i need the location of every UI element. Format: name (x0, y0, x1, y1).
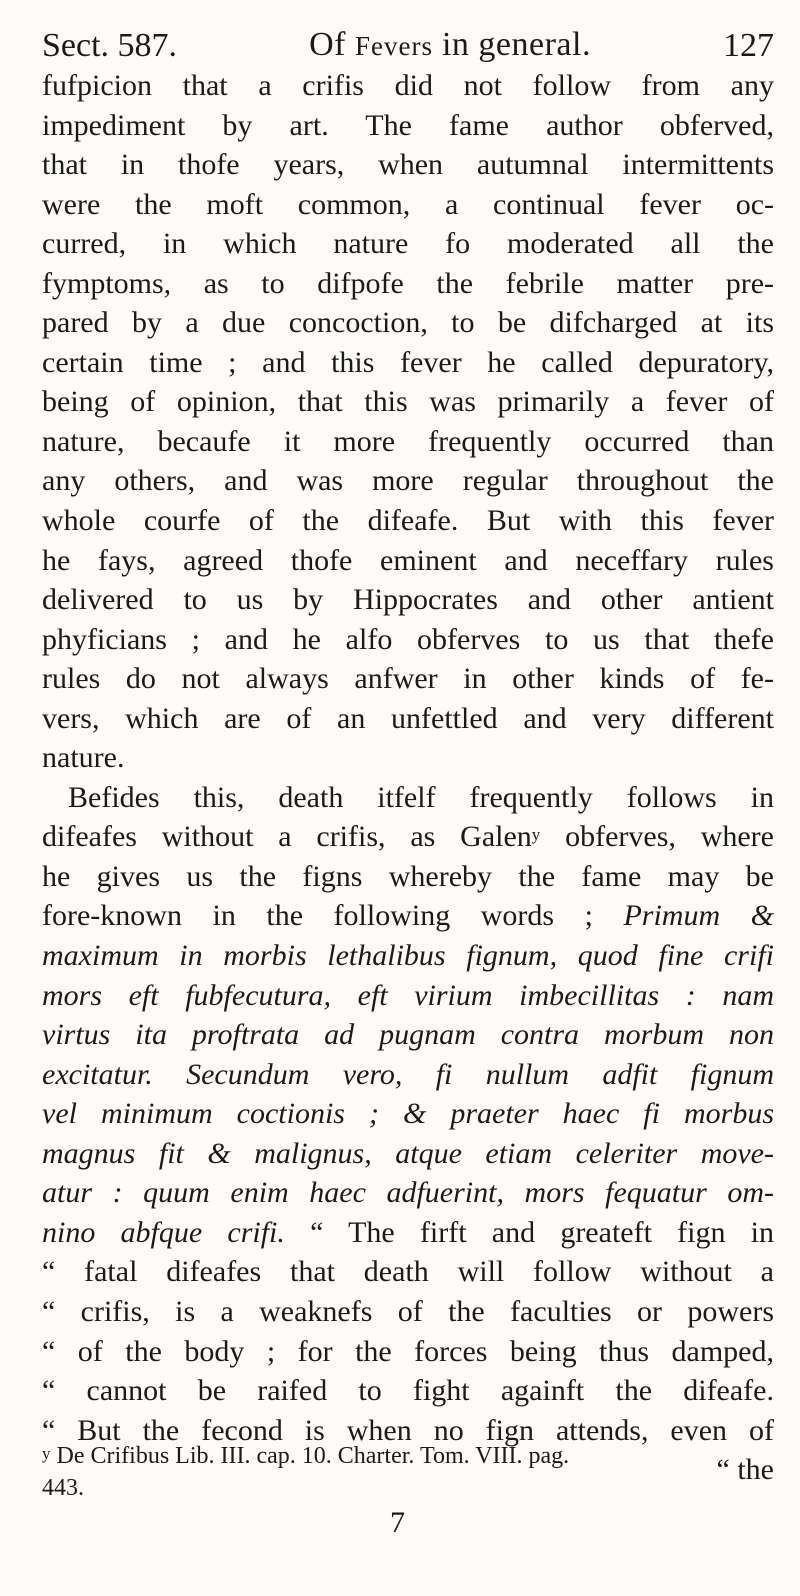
text-line: magnus fit & malignus, atque etiam celeriter move- (42, 1136, 774, 1170)
text-line: delivered to us by Hippocrates and other antient (42, 583, 774, 617)
footnote-reference: y (531, 825, 541, 845)
catchword: “ the (716, 1453, 774, 1487)
text-line: certain time ; and this fever he called depuratory, (42, 345, 774, 379)
text-line: curred, in which nature fo moderated all the (42, 227, 774, 261)
text-line: any others, and was more regular throughout the (42, 464, 774, 498)
footnote (42, 1440, 774, 1504)
signature-mark: 7 (390, 1506, 405, 1539)
text-line: “ fatal difeafes that death will follow without a (42, 1255, 774, 1289)
text-line: he fays, agreed thofe eminent and neceffary rules (42, 543, 774, 577)
text-line: nature, becaufe it more frequently occurred than (42, 424, 774, 458)
text-line: were the moft common, a continual fever oc- (42, 187, 774, 221)
footnote-marker: y (42, 1444, 51, 1463)
text-line: excitatur. Secundum vero, fi nullum adfit fignum (42, 1057, 774, 1091)
text-line: vel minimum coctionis ; & praeter haec fi morbus (42, 1097, 774, 1131)
running-head (42, 0, 774, 66)
text-line: difeafes without a crifis, as Galen$^y$ obferves, where (42, 820, 774, 854)
text-line: nino abfque crifi. “ The firft and greateft fign in (42, 1215, 774, 1249)
footnote-line-2: 443. (42, 1475, 84, 1501)
text-line: Befides this, death itfelf frequently follows in (68, 780, 774, 814)
text-line: virtus ita proftrata ad pugnam contra morbum non (42, 1018, 774, 1052)
text-line: fymptoms, as to difpofe the febrile matter pre- (42, 266, 774, 300)
text-line: atur : quum enim haec adfuerint, mors fequatur om- (42, 1176, 774, 1210)
page-number: 127 (722, 27, 774, 64)
text-line: nature. (42, 741, 125, 775)
text-line: being of opinion, that this was primarily a fever of (42, 385, 774, 419)
section-number: Sect. 587. (42, 27, 178, 64)
text-line: that in thofe years, when autumnal intermittents (42, 148, 774, 182)
running-title: Of Fevers in general. (309, 26, 591, 63)
text-line: impediment by art. The fame author obferved, (42, 108, 774, 142)
text-line: pared by a due concoction, to be difcharged at its (42, 306, 774, 340)
text-line: “ of the body ; for the forces being thus damped, (42, 1334, 774, 1368)
text-line: vers, which are of an unfettled and very different (42, 701, 774, 735)
text-line: phyficians ; and he alfo obferves to us that thefe (42, 622, 774, 656)
text-line: “ cannot be raifed to fight againft the difeafe. (42, 1374, 774, 1408)
text-line: whole courfe of the difeafe. But with this fever (42, 504, 774, 538)
footnote-line-1: $^y$ De Crifibus Lib. III. cap. 10. Charter. Tom. VIII. pag. (42, 1443, 570, 1469)
text-line: rules do not always anfwer in other kinds of fe- (42, 662, 774, 696)
text-line: “ But the fecond is when no fign attends, even of (42, 1413, 774, 1447)
text-line: fore-known in the following words ; Primum & (42, 899, 775, 933)
text-line: maximum in morbis lethalibus fignum, quod fine crifi (42, 939, 774, 973)
body-text (42, 66, 774, 1490)
text-line: fufpicion that a crifis did not follow from any (42, 69, 774, 102)
text-line: “ crifis, is a weaknefs of the faculties or powers (42, 1294, 774, 1328)
text-line: mors eft fubfecutura, eft virium imbecillitas : nam (42, 978, 774, 1012)
text-line: he gives us the figns whereby the fame may be (42, 859, 774, 893)
